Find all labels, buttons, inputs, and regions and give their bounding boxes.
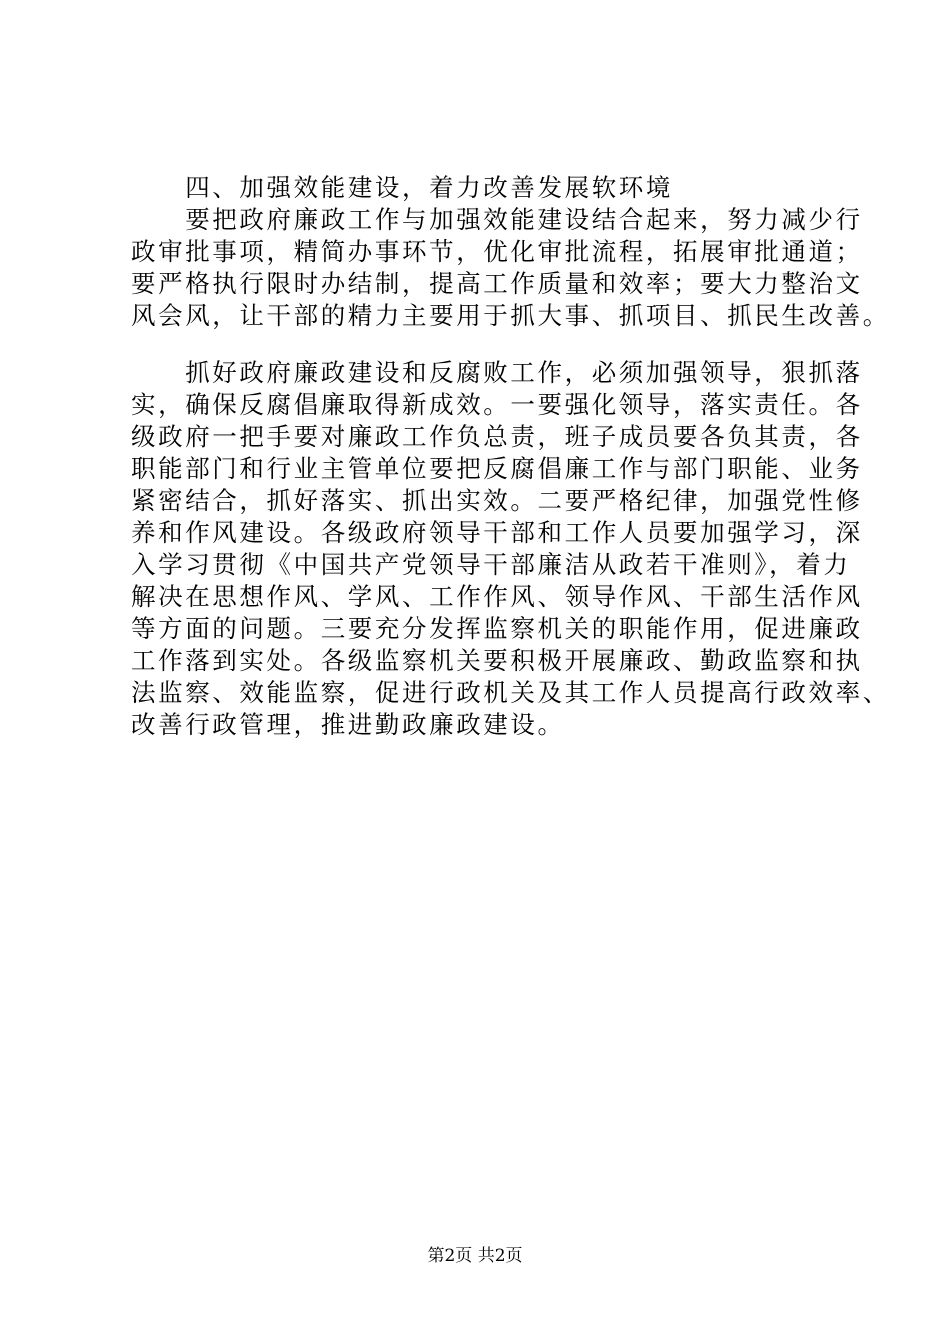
paragraph-line: 政审批事项，精简办事环节，优化审批流程，拓展审批通道； — [131, 237, 863, 266]
paragraph-line: 紧密结合，抓好落实、抓出实效。二要严格纪律，加强党性修 — [131, 486, 863, 515]
paragraph-line: 养和作风建设。各级政府领导干部和工作人员要加强学习，深 — [131, 518, 863, 547]
page-number-footer: 第2页 共2页 — [427, 1246, 523, 1266]
paragraph-line: 风会风，让干部的精力主要用于抓大事、抓项目、抓民生改善。 — [131, 301, 890, 330]
paragraph-line: 实，确保反腐倡廉取得新成效。一要强化领导，落实责任。各 — [131, 390, 863, 419]
paragraph-line: 解决在思想作风、学风、工作作风、领导作风、干部生活作风 — [131, 582, 863, 611]
paragraph-line: 职能部门和行业主管单位要把反腐倡廉工作与部门职能、业务 — [131, 454, 863, 483]
paragraph-line: 要严格执行限时办结制，提高工作质量和效率；要大力整治文 — [131, 269, 863, 298]
paragraph-line: 要把政府廉政工作与加强效能建设结合起来，努力减少行 — [131, 205, 863, 234]
paragraph-line: 抓好政府廉政建设和反腐败工作，必须加强领导，狠抓落 — [131, 358, 863, 387]
paragraph-line: 入学习贯彻《中国共产党领导干部廉洁从政若干准则》，着力 — [131, 550, 851, 579]
paragraph-line: 改善行政管理，推进勤政廉政建设。 — [131, 710, 565, 739]
paragraph-line: 工作落到实处。各级监察机关要积极开展廉政、勤政监察和执 — [131, 646, 863, 675]
paragraph-line: 级政府一把手要对廉政工作负总责，班子成员要各负其责，各 — [131, 422, 863, 451]
section-heading: 四、加强效能建设，着力改善发展软环境 — [131, 173, 673, 202]
paragraph-line: 法监察、效能监察，促进行政机关及其工作人员提高行政效率、 — [131, 678, 890, 707]
paragraph-line: 等方面的问题。三要充分发挥监察机关的职能作用，促进廉政 — [131, 614, 863, 643]
